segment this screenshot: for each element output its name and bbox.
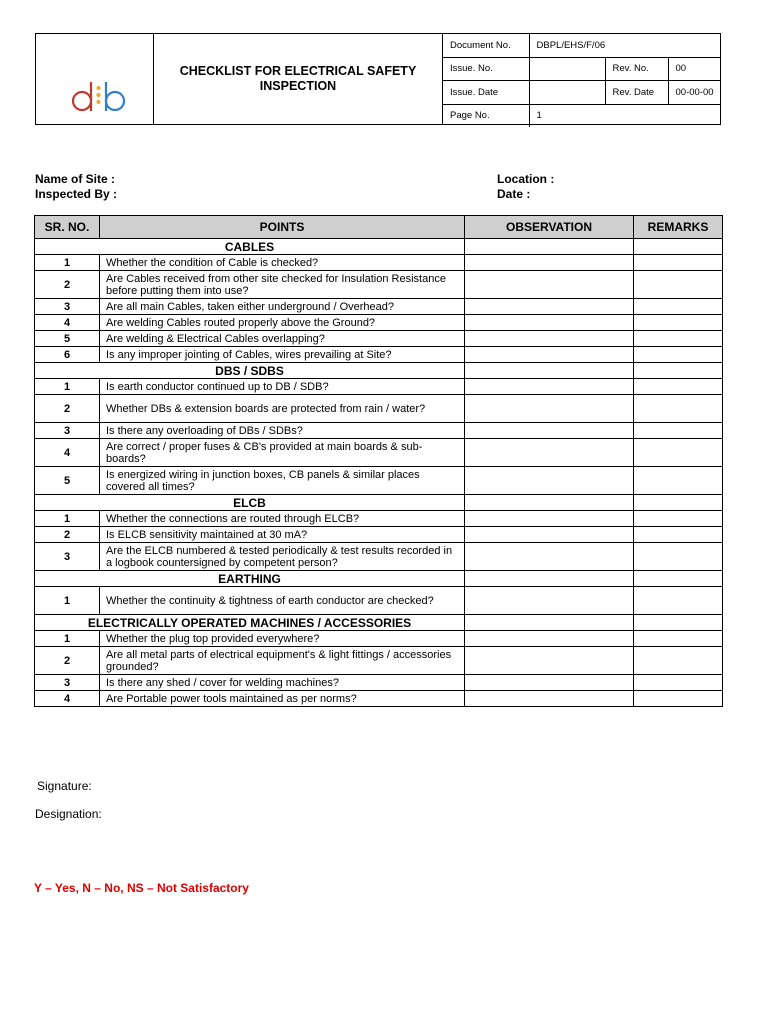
remarks-cell[interactable]: [634, 587, 723, 615]
section-title: ELECTRICALLY OPERATED MACHINES / ACCESSORIES: [35, 615, 465, 631]
meta-row: [443, 104, 720, 127]
remarks-cell[interactable]: [634, 255, 723, 271]
observation-cell[interactable]: [465, 379, 634, 395]
sr-no-cell: 3: [35, 423, 100, 439]
remarks-cell[interactable]: [634, 495, 723, 511]
company-logo: [69, 78, 131, 114]
sr-no-cell: 2: [35, 271, 100, 299]
point-cell: Is there any overloading of DBs / SDBs?: [100, 423, 465, 439]
meta-label: Document No.: [443, 34, 529, 57]
checklist-header-row: [35, 216, 723, 239]
title-line-1: CHECKLIST FOR ELECTRICAL SAFETY: [179, 64, 417, 78]
meta-label: Rev. No.: [605, 57, 668, 81]
section-row: [35, 495, 723, 511]
remarks-cell[interactable]: [634, 315, 723, 331]
observation-cell[interactable]: [465, 315, 634, 331]
remarks-cell[interactable]: [634, 647, 723, 675]
meta-value: DBPL/EHS/F/06: [529, 34, 720, 57]
meta-value: [529, 57, 605, 81]
site-inspector-fields: [35, 172, 117, 202]
checklist-row: [35, 347, 723, 363]
remarks-cell[interactable]: [634, 379, 723, 395]
checklist-row: [35, 467, 723, 495]
checklist-row: [35, 271, 723, 299]
point-cell: Whether the continuity & tightness of earth conductor are checked?: [100, 587, 465, 615]
remarks-cell[interactable]: [634, 299, 723, 315]
sr-no-cell: 3: [35, 675, 100, 691]
document-header: [35, 33, 721, 125]
meta-row: [443, 57, 720, 81]
observation-cell[interactable]: [465, 271, 634, 299]
sr-no-cell: 1: [35, 511, 100, 527]
observation-cell[interactable]: [465, 299, 634, 315]
point-cell: Are Portable power tools maintained as per norms?: [100, 691, 465, 707]
sr-no-cell: 5: [35, 467, 100, 495]
site-name-label: Name of Site :: [35, 172, 116, 186]
point-cell: Are the ELCB numbered & tested periodically & test results recorded in a logbook countersigned by competent person?: [100, 543, 465, 571]
remarks-cell[interactable]: [634, 363, 723, 379]
remarks-cell[interactable]: [634, 691, 723, 707]
observation-cell[interactable]: [465, 543, 634, 571]
col-points: POINTS: [100, 216, 465, 239]
section-title: DBS / SDBS: [35, 363, 465, 379]
meta-row: [443, 34, 720, 57]
sr-no-cell: 2: [35, 395, 100, 423]
observation-cell[interactable]: [465, 675, 634, 691]
inspected-by-label: Inspected By :: [35, 187, 118, 201]
section-row: [35, 615, 723, 631]
point-cell: Is any improper jointing of Cables, wires prevailing at Site?: [100, 347, 465, 363]
sr-no-cell: 4: [35, 691, 100, 707]
section-row: [35, 239, 723, 255]
checklist-row: [35, 439, 723, 467]
checklist-row: [35, 543, 723, 571]
section-title: EARTHING: [35, 571, 465, 587]
logo-cell: [36, 34, 154, 124]
checklist-row: [35, 691, 723, 707]
checklist-table: [34, 215, 723, 707]
meta-value: [529, 81, 605, 105]
col-remarks: REMARKS: [634, 216, 723, 239]
section-title: CABLES: [35, 239, 465, 255]
remarks-cell[interactable]: [634, 423, 723, 439]
remarks-cell[interactable]: [634, 631, 723, 647]
observation-cell[interactable]: [465, 571, 634, 587]
checklist-body: [35, 239, 723, 707]
observation-cell[interactable]: [465, 255, 634, 271]
document-meta-table: [443, 34, 720, 127]
observation-cell[interactable]: [465, 363, 634, 379]
sr-no-cell: 1: [35, 587, 100, 615]
observation-cell[interactable]: [465, 495, 634, 511]
point-cell: Is there any shed / cover for welding machines?: [100, 675, 465, 691]
observation-cell[interactable]: [465, 631, 634, 647]
sr-no-cell: 4: [35, 439, 100, 467]
remarks-cell[interactable]: [634, 511, 723, 527]
point-cell: Whether the connections are routed through ELCB?: [100, 511, 465, 527]
remarks-cell[interactable]: [634, 439, 723, 467]
remarks-cell[interactable]: [634, 571, 723, 587]
point-cell: Whether the condition of Cable is checked?: [100, 255, 465, 271]
observation-cell[interactable]: [465, 423, 634, 439]
sr-no-cell: 3: [35, 543, 100, 571]
meta-value: 00: [668, 57, 720, 81]
observation-cell[interactable]: [465, 331, 634, 347]
checklist-row: [35, 379, 723, 395]
point-cell: Whether the plug top provided everywhere?: [100, 631, 465, 647]
observation-cell[interactable]: [465, 511, 634, 527]
meta-label: Page No.: [443, 104, 529, 127]
remarks-cell[interactable]: [634, 347, 723, 363]
checklist-row: [35, 527, 723, 543]
signature-label: Signature:: [37, 779, 92, 793]
meta-row: [443, 81, 720, 105]
sr-no-cell: 1: [35, 379, 100, 395]
title-line-2: INSPECTION: [259, 79, 337, 93]
checklist-row: [35, 675, 723, 691]
checklist-row: [35, 647, 723, 675]
remarks-cell[interactable]: [634, 467, 723, 495]
observation-cell[interactable]: [465, 615, 634, 631]
point-cell: Is energized wiring in junction boxes, CB panels & similar places covered all times?: [100, 467, 465, 495]
status-legend: Y – Yes, N – No, NS – Not Satisfactory: [34, 881, 249, 895]
point-cell: Whether DBs & extension boards are protected from rain / water?: [100, 395, 465, 423]
sr-no-cell: 6: [35, 347, 100, 363]
col-observation: OBSERVATION: [465, 216, 634, 239]
checklist-row: [35, 331, 723, 347]
observation-cell[interactable]: [465, 587, 634, 615]
checklist-row: [35, 255, 723, 271]
point-cell: Is earth conductor continued up to DB / SDB?: [100, 379, 465, 395]
col-sr-no: SR. NO.: [35, 216, 100, 239]
document-title: [154, 34, 443, 124]
observation-cell[interactable]: [465, 439, 634, 467]
point-cell: Are all metal parts of electrical equipment's & light fittings / accessories grounded?: [100, 647, 465, 675]
observation-cell[interactable]: [465, 347, 634, 363]
designation-label: Designation:: [35, 807, 102, 821]
remarks-cell[interactable]: [634, 527, 723, 543]
remarks-cell[interactable]: [634, 395, 723, 423]
remarks-cell[interactable]: [634, 239, 723, 255]
sr-no-cell: 4: [35, 315, 100, 331]
section-row: [35, 571, 723, 587]
sr-no-cell: 2: [35, 647, 100, 675]
point-cell: Are all main Cables, taken either underground / Overhead?: [100, 299, 465, 315]
date-label: Date :: [497, 187, 531, 201]
checklist-row: [35, 423, 723, 439]
checklist-row: [35, 587, 723, 615]
sr-no-cell: 1: [35, 631, 100, 647]
observation-cell[interactable]: [465, 239, 634, 255]
checklist-row: [35, 511, 723, 527]
meta-label: Rev. Date: [605, 81, 668, 105]
remarks-cell[interactable]: [634, 615, 723, 631]
point-cell: Are welding Cables routed properly above the Ground?: [100, 315, 465, 331]
checklist-row: [35, 299, 723, 315]
observation-cell[interactable]: [465, 647, 634, 675]
sr-no-cell: 5: [35, 331, 100, 347]
observation-cell[interactable]: [465, 527, 634, 543]
remarks-cell[interactable]: [634, 675, 723, 691]
remarks-cell[interactable]: [634, 331, 723, 347]
point-cell: Are Cables received from other site checked for Insulation Resistance before putting them into use?: [100, 271, 465, 299]
checklist-row: [35, 315, 723, 331]
remarks-cell[interactable]: [634, 543, 723, 571]
sr-no-cell: 1: [35, 255, 100, 271]
point-cell: Is ELCB sensitivity maintained at 30 mA?: [100, 527, 465, 543]
meta-value: 1: [529, 104, 720, 127]
point-cell: Are correct / proper fuses & CB's provided at main boards & sub- boards?: [100, 439, 465, 467]
location-date-fields: [497, 172, 554, 202]
checklist-row: [35, 395, 723, 423]
observation-cell[interactable]: [465, 395, 634, 423]
location-label: Location :: [497, 172, 555, 186]
observation-cell[interactable]: [465, 467, 634, 495]
sr-no-cell: 3: [35, 299, 100, 315]
remarks-cell[interactable]: [634, 271, 723, 299]
sr-no-cell: 2: [35, 527, 100, 543]
meta-label: Issue. No.: [443, 57, 529, 81]
section-row: [35, 363, 723, 379]
meta-value: 00-00-00: [668, 81, 720, 105]
meta-label: Issue. Date: [443, 81, 529, 105]
point-cell: Are welding & Electrical Cables overlapping?: [100, 331, 465, 347]
observation-cell[interactable]: [465, 691, 634, 707]
section-title: ELCB: [35, 495, 465, 511]
checklist-row: [35, 631, 723, 647]
